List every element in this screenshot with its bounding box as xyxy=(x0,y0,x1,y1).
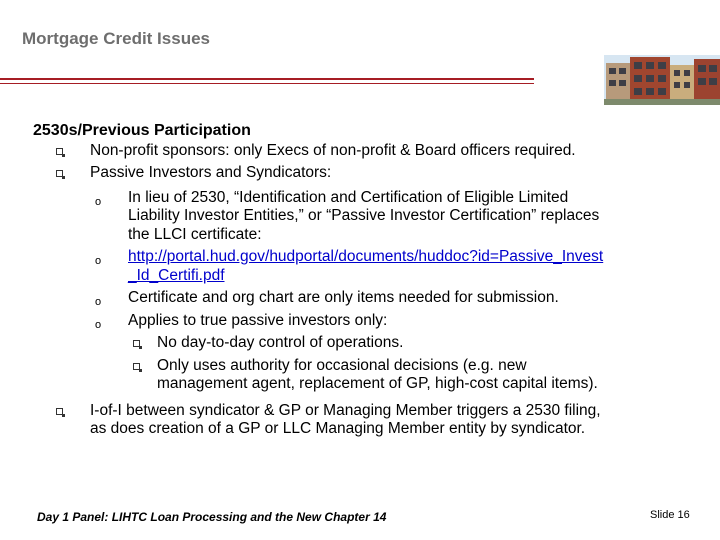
slide-title: Mortgage Credit Issues xyxy=(22,29,210,48)
apartment-building-photo xyxy=(604,55,720,105)
slide-body xyxy=(33,122,693,439)
list-item: Only uses authority for occasional decisions (e.g. new management agent, replacement of GP, high-cost capital items). xyxy=(33,357,693,394)
square-bullet-icon xyxy=(56,148,63,155)
circle-bullet-icon: o xyxy=(95,318,102,331)
hud-document-link-continued[interactable]: _Id_Certifi.pdf xyxy=(128,266,225,284)
list-item: I-of-I between syndicator & GP or Managing Member triggers a 2530 filing, as does creation of a GP or LLC Managing Member entity by syndicator. xyxy=(33,402,693,439)
section-heading: 2530s/Previous Participation xyxy=(33,122,251,139)
square-bullet-icon xyxy=(56,170,63,177)
square-bullet-icon xyxy=(133,363,140,370)
square-bullet-icon xyxy=(56,408,63,415)
slide-number: Slide 16 xyxy=(650,509,690,521)
title-rule-top xyxy=(0,78,534,80)
title-rule-bottom xyxy=(0,83,534,84)
circle-bullet-icon: o xyxy=(95,255,102,267)
list-item: No day-to-day control of operations. xyxy=(33,334,693,353)
list-item: o Certificate and org chart are only items needed for submission. xyxy=(33,289,693,308)
hud-document-link[interactable]: http://portal.hud.gov/hudportal/documents/huddoc?id=Passive_Invest xyxy=(128,248,604,265)
list-item: o Applies to true passive investors only: xyxy=(33,312,693,331)
list-item: Non-profit sponsors: only Execs of non-profit & Board officers required. xyxy=(33,142,693,161)
footer-panel-title: Day 1 Panel: LIHTC Loan Processing and the New Chapter 14 xyxy=(37,510,387,524)
square-bullet-icon xyxy=(133,340,140,347)
list-item: Passive Investors and Syndicators: xyxy=(33,164,693,183)
list-item xyxy=(33,248,693,285)
circle-bullet-icon: o xyxy=(95,296,102,308)
list-item: o In lieu of 2530, “Identification and Certification of Eligible Limited Liability Investor Entities,” or “Passive Investor Certification” replaces the LLCI certificate: xyxy=(95,188,600,243)
circle-bullet-icon: o xyxy=(95,195,102,208)
